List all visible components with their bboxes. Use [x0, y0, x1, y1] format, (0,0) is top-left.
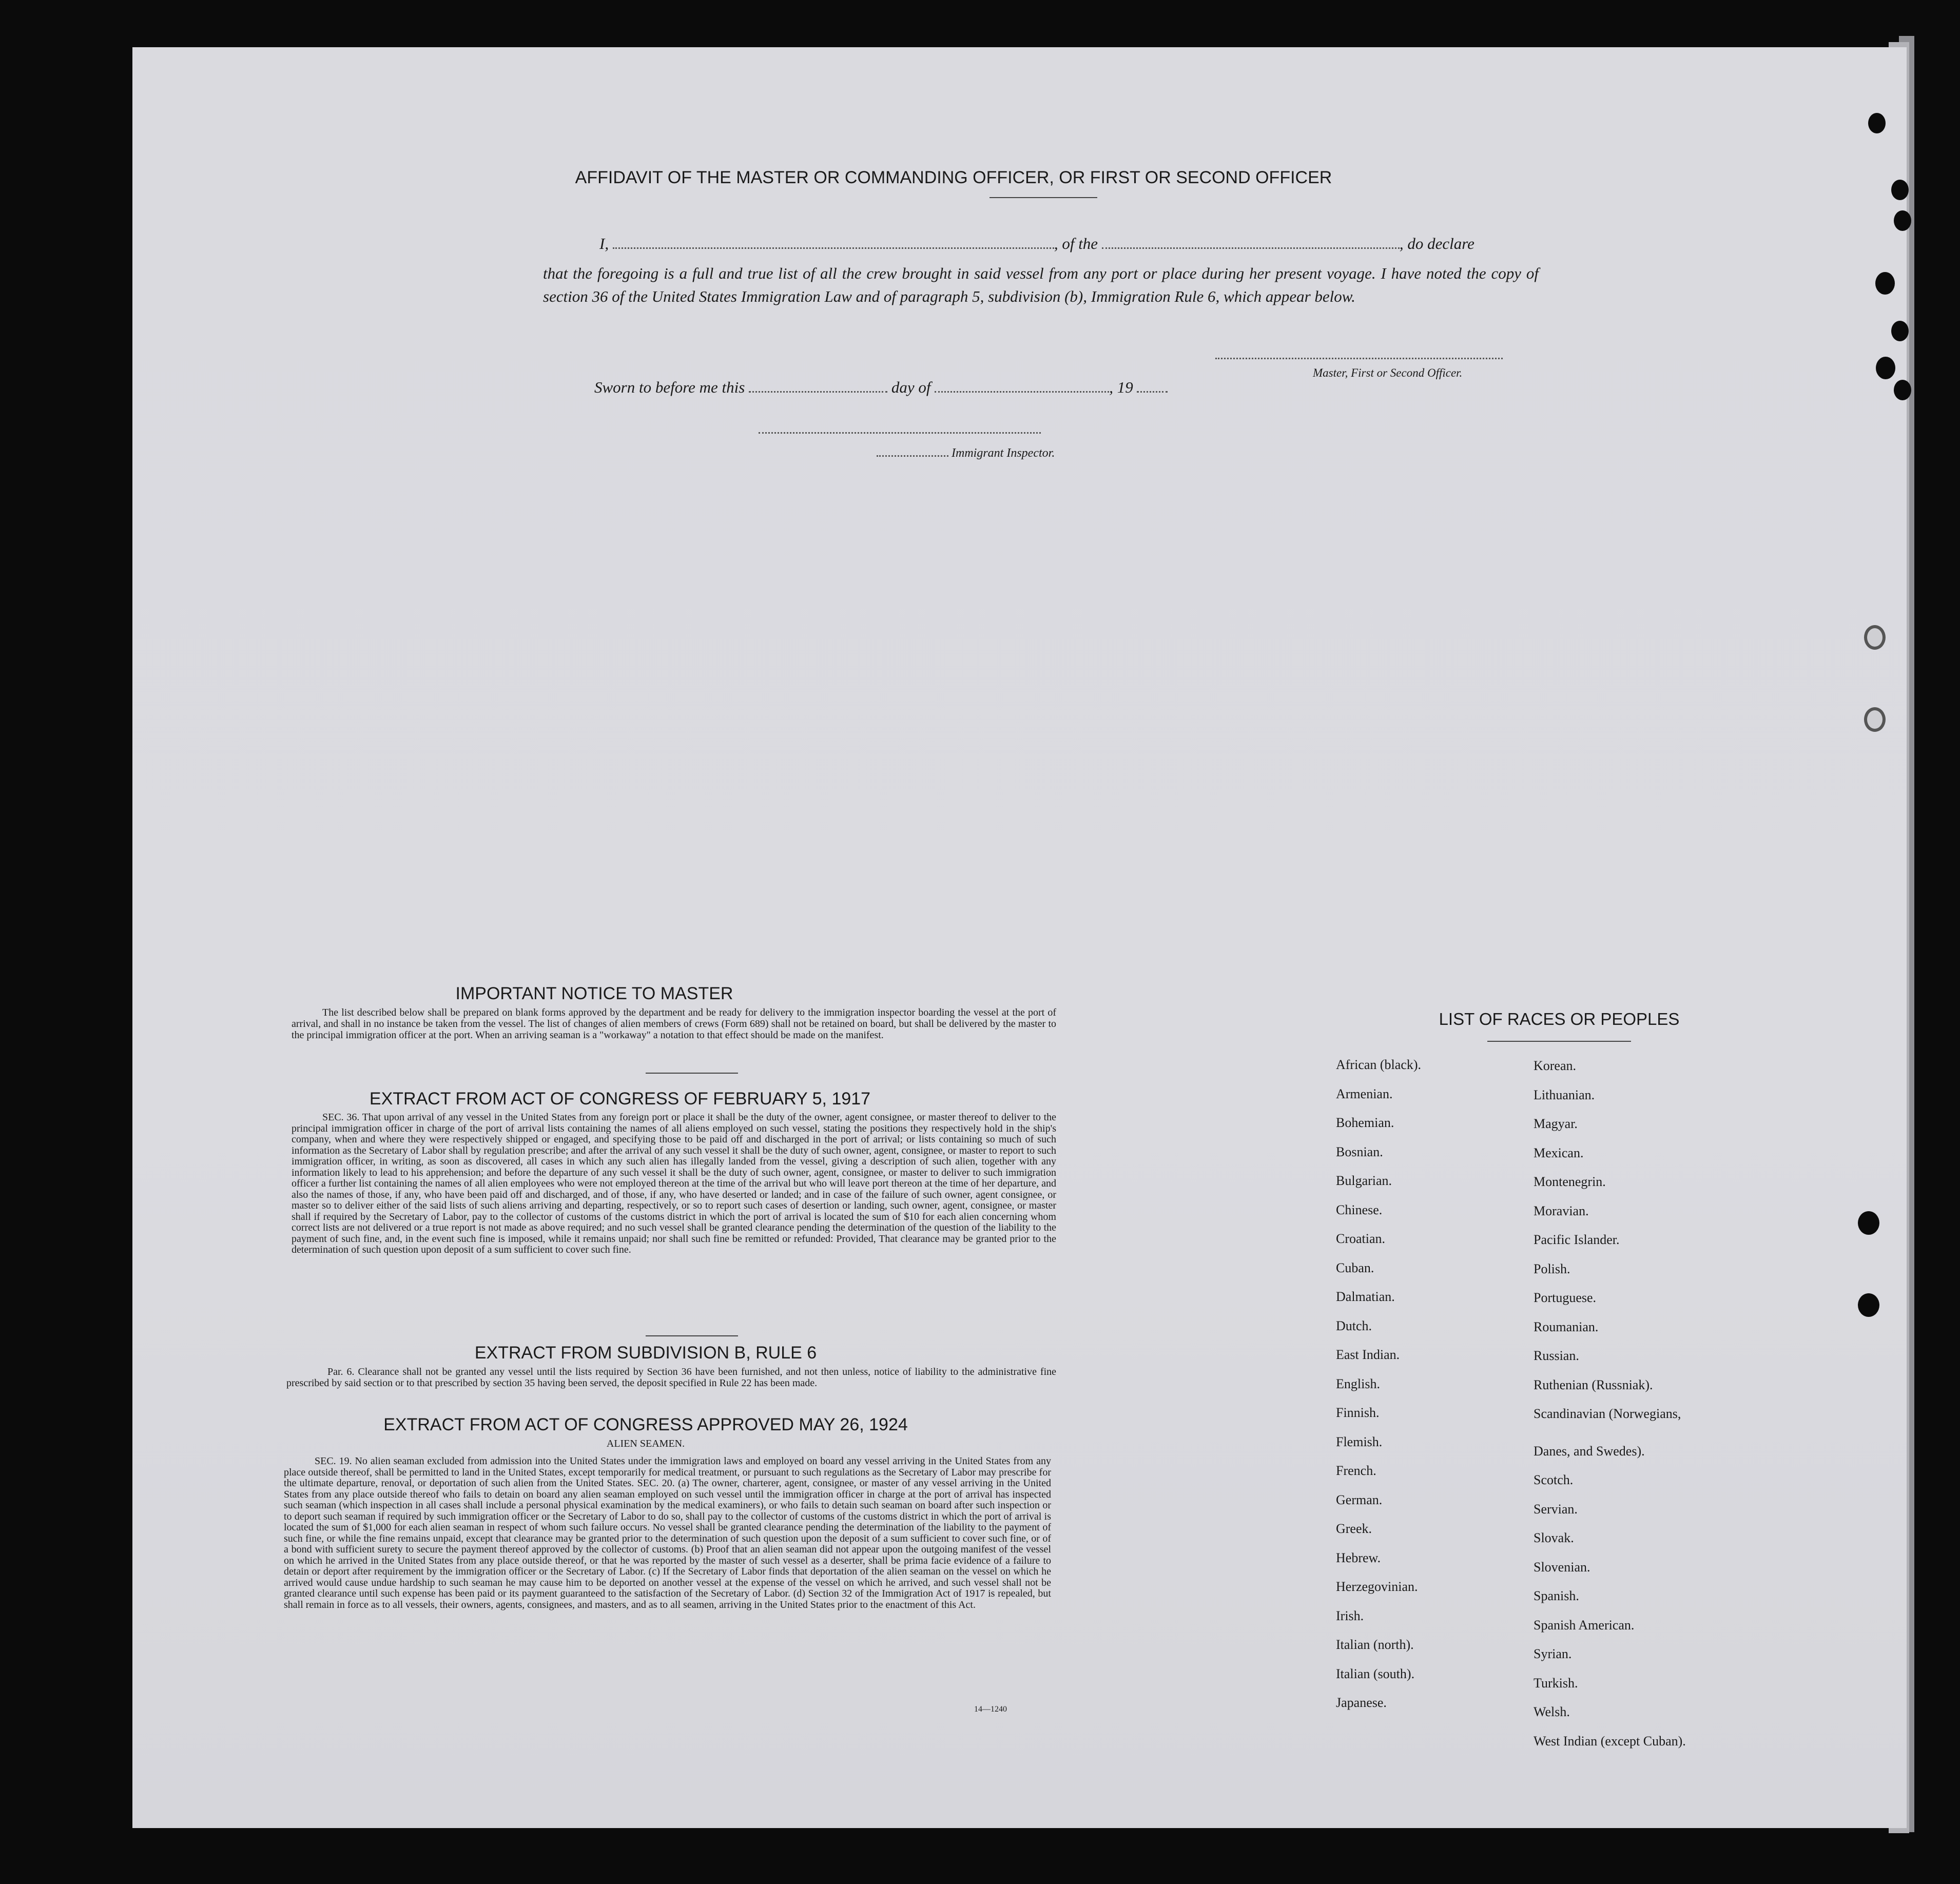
notice-title: IMPORTANT NOTICE TO MASTER — [455, 984, 733, 1003]
inspector-label: Immigrant Inspector. — [952, 446, 1055, 460]
master-signature-line[interactable] — [1215, 358, 1503, 359]
race-list-item: Bohemian. — [1336, 1115, 1394, 1130]
inspector-signature-line[interactable] — [759, 432, 1041, 434]
race-list-item: Dalmatian. — [1336, 1289, 1395, 1304]
inspector-blank[interactable] — [877, 455, 948, 457]
month-blank[interactable] — [935, 391, 1109, 393]
race-list-item: West Indian (except Cuban). — [1534, 1733, 1686, 1749]
affidavit-line1 — [599, 235, 1677, 253]
affidavit-body: that the foregoing is a full and true list of all the crew brought in said vessel from any port or place during her present voyage. I have noted the copy of section 36 of the United States Immigration Law and of paragraph 5, subdivision (b), Immigration Rule 6, which appear below. — [543, 264, 1539, 305]
extract-rule6-body: Par. 6. Clearance shall not be granted any vessel until the lists required by Section 36 have been furnished, and not then unless, notice of liability to the administrative fine prescribed by said section or to that prescribed by section 35 having been served, the deposit specified in Rule 22 has been made. — [286, 1366, 1056, 1389]
divider — [646, 1335, 738, 1336]
race-list-item: Cuban. — [1336, 1260, 1374, 1275]
race-list-item: Montenegrin. — [1534, 1174, 1606, 1189]
race-list-item: Portuguese. — [1534, 1290, 1597, 1305]
extract-1924-title: EXTRACT FROM ACT OF CONGRESS APPROVED MAY 26, 1924 — [383, 1415, 908, 1434]
race-list-item: Lithuanian. — [1534, 1087, 1595, 1102]
race-list-item: Ruthenian (Russniak). — [1534, 1377, 1653, 1392]
race-list-item: Moravian. — [1534, 1203, 1589, 1218]
race-list-item: Bulgarian. — [1336, 1173, 1392, 1188]
affidavit-i: I, — [599, 235, 609, 253]
inspector-label-row — [877, 446, 1055, 460]
master-signature-label: Master, First or Second Officer. — [1313, 366, 1463, 379]
extract-1924-body: SEC. 19. No alien seaman excluded from admission into the United States under the immigration laws and employed on board any vessel arriving in the United States from any place outside thereof, shall be permitted to land in the United States, except temporarily for medical treatment, or pursuant to such regulations as the Secretary of Labor may prescribe for the ultimate departure, renoval, or deportation of such alien from the United States. SEC. 20. (a) The owner, charterer, agent, consignee, or master of any vessel arriving in the United States from any place outside thereof who fails to detain on board any alien seaman employed on such vessel until the immigration officer in charge at the port of arrival has inspected such seaman (which inspection in all cases shall include a personal physical examination by the medical examiners), or who fails to detain such seaman on board after such inspection or to deport such seaman if required by such immigration officer or the Secretary of Labor to do so, shall pay to the collector of customs of the customs district in which the port of arrival is located the sum of $1,000 for each alien seaman in respect of whom such failure occurs. No vessel shall be granted clearance pending the determination of the liability to the payment of such fine, or while the fine remains unpaid, except that clearance may be granted prior to the determination of such question upon the deposit of a sum sufficient to cover such fine, or of a bond with sufficient surety to secure the payment thereof approved by the collector of customs. (b) Proof that an alien seaman did not appear upon the outgoing manifest of the vessel on which he arrived in the United States from any place outside thereof, or that he was reported by the master of such vessel as a deserter, shall be prima facie evidence of a failure to detain or deport after requirement by the immigration officer or the Secretary of Labor. (c) If the Secretary of Labor finds that deportation of the alien seaman on the vessel on which he arrived would cause undue hardship to such seaman he may cause him to be deported on another vessel at the expense of the vessel on which he arrived, and such vessel shall not be granted clearance until such expense has been paid or its payment guaranteed to the satisfaction of the Secretary of Labor. (d) Section 32 of the Immigration Act of 1917 is repealed, but shall remain in force as to all vessels, their owners, agents, consignees, and masters, and as to all seamen, arriving in the United States prior to the enactment of this Act. — [284, 1455, 1051, 1610]
document-page — [132, 47, 1907, 1828]
race-list-item: East Indian. — [1336, 1347, 1400, 1362]
race-list-item: Mexican. — [1534, 1145, 1584, 1160]
race-list-item: Greek. — [1336, 1521, 1372, 1536]
binder-hole — [1894, 380, 1911, 400]
vessel-blank[interactable] — [1102, 247, 1400, 249]
divider — [989, 197, 1097, 198]
sworn-prefix: Sworn to before me this — [594, 378, 745, 396]
divider — [646, 1073, 738, 1074]
binder-hole — [1891, 180, 1909, 200]
sworn-year: , 19 — [1109, 378, 1133, 396]
extract-1917-body: SEC. 36. That upon arrival of any vessel in the United States from any foreign port or place it shall be the duty of the owner, agent consignee, or master thereof to deliver to the principal immigration officer in charge of the port of arrival lists containing the names of all aliens employed on such vessel, stating the positions they respectively hold in the ship's company, when and where they were respectively shipped or engaged, and specifying those to be paid off and discharged in the port of arrival; or lists containing so much of such information as the Secretary of Labor shall by regulation prescribe; and after the arrival of any such vessel it shall be the duty of such owner, agent, consignee, or master to report to such immigration officer, in writing, as soon as discovered, all cases in which any such alien has illegally landed from the vessel, giving a description of such alien, together with any information likely to lead to his apprehension; and before the departure of any such vessel it shall be the duty of such owner, agent, consignee, or master to deliver to such immigration officer a further list containing the names of all alien employees who were not employed thereon at the time of the arrival but who will leave port thereon at the time of her departure, and also the names of those, if any, who have been paid off and discharged, and of those, if any, who have deserted or landed; and in case of the failure of such owner, agent consignee, or master so to deliver either of the said lists of such aliens arriving and departing, respectively, or so to report such cases of desertion or landing, such owner, agent, consignee, or master shall if required by the Secretary of Labor, pay to the collector of customs of the customs district in which the port of arrival is located the sum of $10 for each alien concerning whom correct lists are not delivered or a true report is not made as above required; and no such vessel shall be granted clearance pending the determination of the question of the liability to the payment of such fine, and, in the event such fine is imposed, while it remains unpaid; nor shall such fine be remitted or refunded: Provided, That clearance may be granted prior to the determination of such question upon deposit of a sum sufficient to cover such fine. — [292, 1112, 1056, 1255]
race-list-item: Turkish. — [1534, 1675, 1578, 1691]
extract-rule6-title: EXTRACT FROM SUBDIVISION B, RULE 6 — [474, 1343, 817, 1363]
race-list-item: Flemish. — [1336, 1434, 1383, 1449]
race-list-item: Italian (north). — [1336, 1637, 1414, 1652]
affidavit-title: AFFIDAVIT OF THE MASTER OR COMMANDING OFFICER, OR FIRST OR SECOND OFFICER — [575, 168, 1332, 187]
race-list-item: Croatian. — [1336, 1231, 1386, 1246]
race-list-item: Servian. — [1534, 1501, 1578, 1517]
sworn-day-of: day of — [891, 378, 931, 396]
race-list-item: Welsh. — [1534, 1704, 1570, 1719]
binder-hole — [1858, 1211, 1879, 1235]
race-list-item: Roumanian. — [1534, 1319, 1599, 1334]
race-list-item: English. — [1336, 1376, 1380, 1391]
affidavit-of-the: , of the — [1054, 235, 1098, 253]
race-list-item: Polish. — [1534, 1261, 1570, 1276]
race-list-item: Irish. — [1336, 1608, 1364, 1623]
race-list-item: Spanish American. — [1534, 1617, 1635, 1633]
race-list-item: Dutch. — [1336, 1318, 1372, 1333]
extract-1917-title: EXTRACT FROM ACT OF CONGRESS OF FEBRUARY 5, 1917 — [369, 1089, 871, 1109]
race-list-item: Scandinavian (Norwegians, — [1534, 1406, 1681, 1421]
race-list-item: Russian. — [1534, 1348, 1579, 1363]
binder-hole — [1876, 357, 1895, 379]
race-list-item: Italian (south). — [1336, 1666, 1415, 1681]
race-list-item: Japanese. — [1336, 1695, 1387, 1710]
binder-hole — [1875, 272, 1895, 295]
race-list-item: African (black). — [1336, 1057, 1422, 1072]
race-list-item: Armenian. — [1336, 1086, 1393, 1101]
race-list-item: Magyar. — [1534, 1116, 1578, 1131]
day-blank[interactable] — [749, 391, 887, 393]
divider — [1487, 1041, 1631, 1042]
race-list-item: Herzegovinian. — [1336, 1579, 1418, 1594]
form-number: 14—1240 — [974, 1705, 1007, 1714]
race-list-item: Slovenian. — [1534, 1559, 1590, 1575]
race-list-item: Chinese. — [1336, 1202, 1383, 1217]
race-list-item: Slovak. — [1534, 1530, 1574, 1545]
race-list-item: Korean. — [1534, 1058, 1577, 1073]
binder-hole — [1858, 1293, 1879, 1317]
binder-hole — [1891, 321, 1909, 341]
binder-hole — [1864, 625, 1886, 650]
race-list-item: Pacific Islander. — [1534, 1232, 1620, 1247]
race-list-item: Syrian. — [1534, 1646, 1572, 1661]
sworn-line — [594, 378, 1168, 397]
race-list-item: Hebrew. — [1336, 1550, 1381, 1565]
binder-hole — [1868, 113, 1886, 133]
race-list-item: Scotch. — [1534, 1472, 1574, 1487]
race-list-item: Finnish. — [1336, 1405, 1380, 1420]
affidavit-do-declare: , do declare — [1399, 235, 1474, 253]
race-list-item: French. — [1336, 1463, 1376, 1478]
notice-body: The list described below shall be prepared on blank forms approved by the department and be ready for delivery to the immigration inspector boarding the vessel at the port of arrival, and shall in no instance be taken from the vessel. The list of changes of alien members of crews (Form 689) shall not be retained on board, but shall be delivered by the master to the principal immigration officer at the port. When an arriving seaman is a "workaway" a notation to that effect should be made on the manifest. — [292, 1007, 1056, 1041]
race-list-item: Bosnian. — [1336, 1144, 1383, 1159]
year-blank[interactable] — [1137, 391, 1168, 393]
race-list-item: German. — [1336, 1492, 1383, 1507]
race-list-item: Danes, and Swedes). — [1534, 1443, 1645, 1459]
extract-1924-subtitle: ALIEN SEAMEN. — [606, 1438, 685, 1449]
name-blank[interactable] — [613, 247, 1054, 249]
binder-hole — [1894, 210, 1911, 231]
race-list-item: Spanish. — [1534, 1588, 1579, 1603]
races-title: LIST OF RACES OR PEOPLES — [1439, 1009, 1680, 1028]
binder-hole — [1864, 707, 1886, 732]
